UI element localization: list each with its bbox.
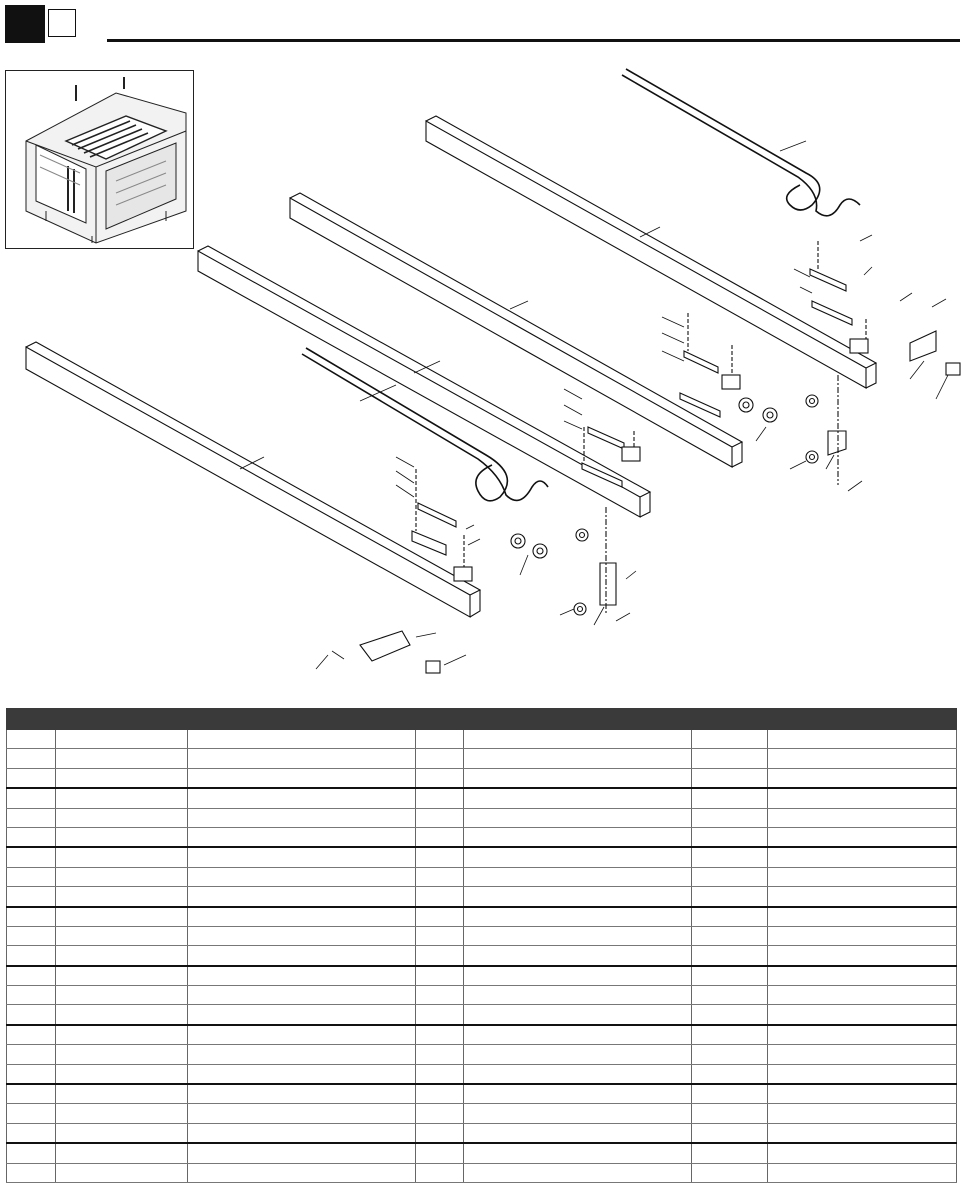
- table-row: [7, 808, 957, 827]
- table-cell: [7, 730, 56, 749]
- table-cell: [7, 1064, 56, 1084]
- table-cell: [768, 1045, 957, 1064]
- table-cell: [416, 808, 464, 827]
- table-cell: [692, 867, 768, 886]
- table-cell: [692, 1123, 768, 1143]
- table-cell: [188, 1045, 416, 1064]
- table-cell: [768, 1084, 957, 1104]
- table-cell: [768, 827, 957, 847]
- table-cell: [768, 986, 957, 1005]
- table-cell: [768, 788, 957, 808]
- table-cell: [464, 827, 692, 847]
- table-cell: [188, 926, 416, 945]
- table-cell: [692, 788, 768, 808]
- table-cell: [188, 730, 416, 749]
- table-cell: [464, 768, 692, 788]
- table-row: [7, 946, 957, 966]
- table-cell: [768, 1123, 957, 1143]
- header-rule: [107, 39, 960, 42]
- table-cell: [416, 907, 464, 927]
- table-cell: [188, 827, 416, 847]
- table-cell: [768, 966, 957, 986]
- table-cell: [768, 730, 957, 749]
- table-cell: [464, 808, 692, 827]
- table-row: [7, 730, 957, 749]
- table-cell: [768, 808, 957, 827]
- table-cell: [7, 1025, 56, 1045]
- table-cell: [416, 827, 464, 847]
- table-cell: [188, 1123, 416, 1143]
- table-cell: [56, 1123, 188, 1143]
- table-cell: [416, 788, 464, 808]
- table-cell: [7, 808, 56, 827]
- table-cell: [464, 966, 692, 986]
- subsection-box: [48, 9, 76, 37]
- conveyor-rail-exploded-view-icon: [0, 55, 967, 695]
- table-row: [7, 986, 957, 1005]
- table-cell: [692, 1143, 768, 1163]
- table-cell: [56, 1084, 188, 1104]
- table-cell: [7, 1123, 56, 1143]
- column-header: [768, 709, 957, 730]
- table-cell: [464, 1084, 692, 1104]
- table-cell: [692, 768, 768, 788]
- parts-table-body: [7, 730, 957, 1183]
- table-cell: [56, 887, 188, 907]
- table-cell: [416, 1084, 464, 1104]
- table-cell: [692, 749, 768, 768]
- table-cell: [416, 1064, 464, 1084]
- table-cell: [56, 867, 188, 886]
- table-cell: [416, 946, 464, 966]
- table-cell: [464, 749, 692, 768]
- table-cell: [188, 1005, 416, 1025]
- table-cell: [692, 808, 768, 827]
- table-cell: [416, 1045, 464, 1064]
- table-cell: [188, 847, 416, 867]
- table-cell: [768, 1025, 957, 1045]
- table-row: [7, 867, 957, 886]
- table-cell: [768, 1143, 957, 1163]
- column-header: [7, 709, 56, 730]
- table-cell: [416, 1143, 464, 1163]
- table-cell: [464, 1025, 692, 1045]
- table-cell: [768, 1005, 957, 1025]
- table-cell: [7, 1104, 56, 1123]
- table-cell: [56, 827, 188, 847]
- table-cell: [416, 966, 464, 986]
- table-cell: [56, 986, 188, 1005]
- table-cell: [56, 1045, 188, 1064]
- table-cell: [692, 1084, 768, 1104]
- table-cell: [768, 946, 957, 966]
- table-cell: [56, 966, 188, 986]
- table-cell: [56, 907, 188, 927]
- table-row: [7, 1143, 957, 1163]
- table-cell: [464, 1143, 692, 1163]
- table-cell: [768, 749, 957, 768]
- table-cell: [188, 1104, 416, 1123]
- table-row: [7, 1025, 957, 1045]
- table-row: [7, 749, 957, 768]
- table-cell: [7, 946, 56, 966]
- table-cell: [188, 1143, 416, 1163]
- table-cell: [7, 1005, 56, 1025]
- table-cell: [692, 986, 768, 1005]
- table-cell: [692, 1064, 768, 1084]
- table-row: [7, 1064, 957, 1084]
- table-cell: [464, 946, 692, 966]
- table-cell: [416, 768, 464, 788]
- table-cell: [768, 867, 957, 886]
- table-cell: [56, 1163, 188, 1182]
- table-cell: [768, 926, 957, 945]
- table-row: [7, 966, 957, 986]
- column-header: [188, 709, 416, 730]
- table-cell: [416, 887, 464, 907]
- table-cell: [56, 1005, 188, 1025]
- table-cell: [7, 749, 56, 768]
- table-cell: [56, 1064, 188, 1084]
- table-cell: [416, 1163, 464, 1182]
- table-cell: [188, 749, 416, 768]
- table-cell: [464, 1005, 692, 1025]
- table-row: [7, 1005, 957, 1025]
- table-cell: [692, 926, 768, 945]
- table-row: [7, 1045, 957, 1064]
- table-cell: [416, 1123, 464, 1143]
- table-cell: [416, 847, 464, 867]
- table-row: [7, 768, 957, 788]
- table-cell: [692, 847, 768, 867]
- table-cell: [188, 808, 416, 827]
- table-row: [7, 1104, 957, 1123]
- table-cell: [416, 1104, 464, 1123]
- table-cell: [188, 1025, 416, 1045]
- table-row: [7, 827, 957, 847]
- table-cell: [416, 986, 464, 1005]
- table-cell: [464, 1104, 692, 1123]
- table-cell: [7, 926, 56, 945]
- table-cell: [7, 847, 56, 867]
- table-cell: [464, 847, 692, 867]
- table-cell: [188, 907, 416, 927]
- table-cell: [7, 1084, 56, 1104]
- table-cell: [416, 867, 464, 886]
- table-cell: [7, 1163, 56, 1182]
- table-row: [7, 1123, 957, 1143]
- table-cell: [7, 887, 56, 907]
- table-cell: [768, 847, 957, 867]
- table-cell: [768, 1064, 957, 1084]
- table-cell: [768, 768, 957, 788]
- table-cell: [7, 1045, 56, 1064]
- table-cell: [692, 1104, 768, 1123]
- table-cell: [56, 1104, 188, 1123]
- table-cell: [464, 867, 692, 886]
- table-cell: [464, 1064, 692, 1084]
- table-cell: [692, 1005, 768, 1025]
- table-cell: [56, 926, 188, 945]
- table-cell: [692, 1163, 768, 1182]
- table-row: [7, 1084, 957, 1104]
- table-cell: [7, 1143, 56, 1163]
- table-cell: [56, 768, 188, 788]
- table-cell: [416, 749, 464, 768]
- table-cell: [56, 749, 188, 768]
- table-cell: [692, 1025, 768, 1045]
- table-row: [7, 1163, 957, 1182]
- table-cell: [188, 946, 416, 966]
- table-cell: [416, 926, 464, 945]
- table-cell: [56, 808, 188, 827]
- table-cell: [7, 788, 56, 808]
- table-cell: [464, 788, 692, 808]
- column-header: [56, 709, 188, 730]
- table-cell: [188, 887, 416, 907]
- table-row: [7, 907, 957, 927]
- table-cell: [7, 986, 56, 1005]
- table-cell: [692, 1045, 768, 1064]
- table-cell: [768, 907, 957, 927]
- table-cell: [768, 1104, 957, 1123]
- table-cell: [416, 1005, 464, 1025]
- table-cell: [416, 730, 464, 749]
- table-cell: [7, 827, 56, 847]
- table-cell: [56, 946, 188, 966]
- table-cell: [692, 887, 768, 907]
- column-header: [692, 709, 768, 730]
- table-cell: [188, 1084, 416, 1104]
- table-cell: [188, 788, 416, 808]
- table-cell: [188, 867, 416, 886]
- table-row: [7, 887, 957, 907]
- section-number-block: [5, 5, 45, 43]
- table-cell: [692, 827, 768, 847]
- table-header-row: [7, 709, 957, 730]
- table-cell: [7, 966, 56, 986]
- table-cell: [464, 1163, 692, 1182]
- table-cell: [464, 907, 692, 927]
- table-cell: [56, 730, 188, 749]
- parts-table: [6, 708, 957, 1183]
- table-cell: [464, 1045, 692, 1064]
- table-row: [7, 847, 957, 867]
- table-cell: [7, 867, 56, 886]
- table-cell: [188, 966, 416, 986]
- table-cell: [464, 1123, 692, 1143]
- table-cell: [188, 768, 416, 788]
- table-cell: [7, 907, 56, 927]
- table-cell: [7, 768, 56, 788]
- table-cell: [56, 788, 188, 808]
- table-cell: [692, 907, 768, 927]
- table-cell: [56, 1025, 188, 1045]
- table-cell: [56, 1143, 188, 1163]
- table-cell: [464, 730, 692, 749]
- table-cell: [188, 1064, 416, 1084]
- table-row: [7, 926, 957, 945]
- table-cell: [692, 946, 768, 966]
- table-cell: [692, 730, 768, 749]
- column-header: [416, 709, 464, 730]
- table-cell: [768, 887, 957, 907]
- table-cell: [416, 1025, 464, 1045]
- table-row: [7, 788, 957, 808]
- table-cell: [692, 966, 768, 986]
- table-cell: [188, 986, 416, 1005]
- table-cell: [188, 1163, 416, 1182]
- column-header: [464, 709, 692, 730]
- table-cell: [464, 986, 692, 1005]
- table-cell: [56, 847, 188, 867]
- table-cell: [768, 1163, 957, 1182]
- table-cell: [464, 926, 692, 945]
- table-cell: [464, 887, 692, 907]
